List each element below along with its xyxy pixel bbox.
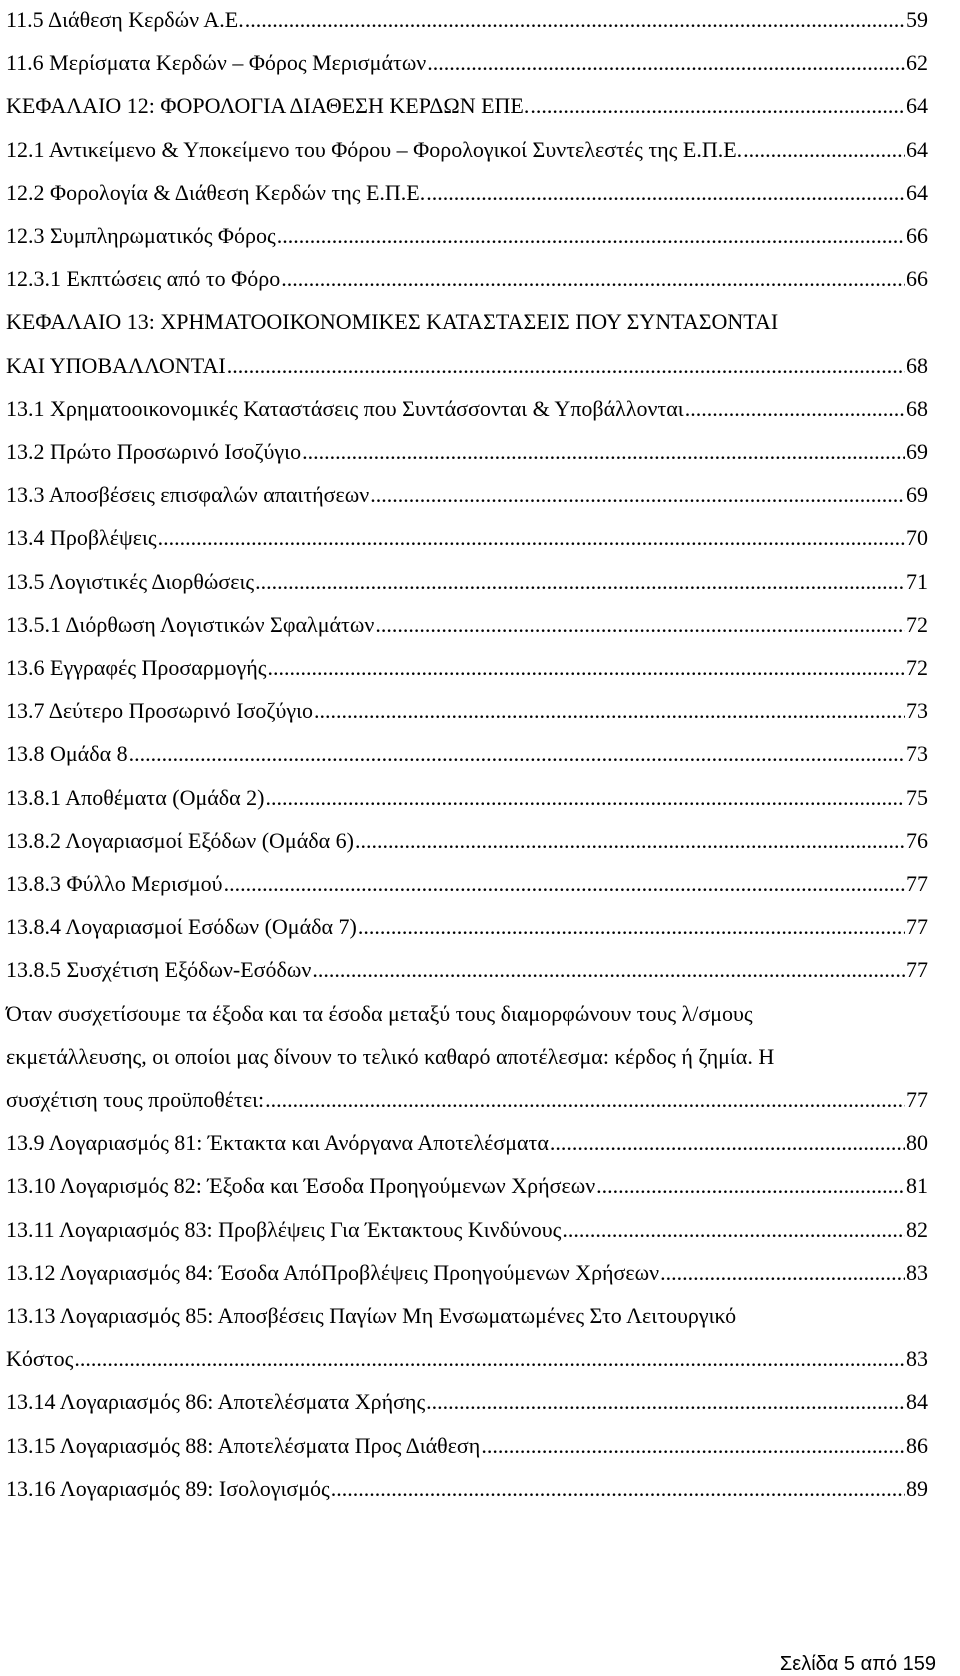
dot-leader bbox=[281, 255, 905, 303]
toc-page-number: 71 bbox=[906, 568, 928, 594]
toc-entry[interactable] bbox=[6, 0, 928, 44]
toc-entry[interactable] bbox=[6, 1422, 928, 1470]
toc-entry-title: 11.6 Μερίσματα Κερδών – Φόρος Μερισμάτων bbox=[6, 50, 427, 76]
dot-leader bbox=[550, 1119, 905, 1167]
toc-entry-title: 13.16 Λογαριασμός 89: Ισολογισμός bbox=[6, 1475, 330, 1501]
toc-entry-title: ΚΑΙ ΥΠΟΒΑΛΛΟΝΤΑΙ bbox=[6, 352, 226, 378]
toc-page-number: 69 bbox=[906, 439, 928, 464]
dot-leader bbox=[302, 428, 905, 476]
toc-entry-title: ΚΕΦΑΛΑΙΟ 12: ΦΟΡΟΛΟΓΙΑ ΔΙΑΘΕΣΗ ΚΕΡΔΩΝ ΕΠΕ. bbox=[6, 93, 530, 119]
toc-entry-title: 13.1 Χρηματοοικονομικές Καταστάσεις που Συντάσσονται & Υποβάλλονται bbox=[6, 395, 684, 421]
dot-leader bbox=[74, 1335, 905, 1383]
toc-entry-title: 13.5 Λογιστικές Διορθώσεις bbox=[6, 568, 255, 594]
dot-leader bbox=[426, 169, 905, 217]
toc-page-number: 82 bbox=[906, 1216, 928, 1242]
toc-entry[interactable] bbox=[6, 817, 928, 865]
toc-entry-title: εκμετάλλευσης, οι οποίοι μας δίνουν το τελικό καθαρό αποτέλεσμα: κέρδος ή ζημία. Η bbox=[6, 1043, 775, 1069]
toc-entry[interactable] bbox=[6, 730, 928, 778]
dot-leader bbox=[314, 687, 905, 735]
dot-leader bbox=[685, 385, 905, 433]
toc-page-number: 76 bbox=[906, 827, 928, 853]
toc-entry-title: 13.8.3 Φύλλο Μερισμού bbox=[6, 871, 223, 896]
toc-entry[interactable] bbox=[6, 1076, 928, 1124]
page-footer: Σελίδα 5 από 159 bbox=[779, 1653, 936, 1675]
toc-page-number: 68 bbox=[906, 352, 928, 378]
toc-entry[interactable] bbox=[6, 82, 928, 130]
toc-entry-title: 13.8.5 Συσχέτιση Εξόδων-Εσόδων bbox=[6, 957, 312, 983]
toc-page-number: 81 bbox=[906, 1173, 928, 1199]
toc-page-number: 83 bbox=[906, 1346, 928, 1372]
toc-entry-title: Όταν συσχετίσουμε τα έξοδα και τα έσοδα μεταξύ τους διαμορφώνουν τους λ/σμους bbox=[6, 1000, 753, 1026]
toc-entry-title: 13.8.2 Λογαριασμοί Εξόδων (Ομάδα 6) bbox=[6, 827, 354, 853]
dot-leader bbox=[596, 1162, 905, 1210]
toc-page-number: 62 bbox=[906, 50, 928, 76]
toc-page-number: 77 bbox=[906, 957, 928, 983]
toc-entry-title: 13.15 Λογαριασμός 88: Αποτελέσματα Προς Διάθεση bbox=[6, 1432, 481, 1458]
toc-entry[interactable] bbox=[6, 558, 928, 606]
toc-entry[interactable] bbox=[6, 385, 928, 433]
toc-page-number: 77 bbox=[906, 871, 928, 896]
toc-entry[interactable] bbox=[6, 212, 928, 260]
toc-entry[interactable] bbox=[6, 1465, 928, 1513]
dot-leader bbox=[743, 126, 905, 174]
toc-entry-title: ΚΕΦΑΛΑΙΟ 13: ΧΡΗΜΑΤΟΟΙΚΟΝΟΜΙΚΕΣ ΚΑΤΑΣΤΑΣΕΙΣ ΠΟΥ ΣΥΝΤΑΣΟΝΤΑΙ bbox=[6, 309, 779, 335]
toc-entry-title: 13.11 Λογαριασμός 83: Προβλέψεις Για Έκτακτους Κινδύνους bbox=[6, 1216, 562, 1242]
toc-entry[interactable] bbox=[6, 1119, 928, 1167]
toc-page-number: 77 bbox=[906, 1087, 928, 1112]
toc-entry-title: 13.6 Εγγραφές Προσαρμογής bbox=[6, 655, 267, 680]
toc-entry[interactable] bbox=[6, 903, 928, 951]
toc-entry-title: 13.5.1 Διόρθωση Λογιστικών Σφαλμάτων bbox=[6, 611, 375, 637]
toc-page-number: 59 bbox=[906, 7, 928, 32]
toc-entry[interactable] bbox=[6, 946, 928, 994]
toc-entry-title: 13.3 Αποσβέσεις επισφαλών απαιτήσεων bbox=[6, 482, 370, 508]
toc-entry[interactable] bbox=[6, 644, 928, 692]
dot-leader bbox=[277, 212, 905, 260]
toc-entry[interactable] bbox=[6, 1162, 928, 1210]
toc-entry[interactable] bbox=[6, 514, 928, 562]
toc-page-number: 72 bbox=[906, 655, 928, 680]
toc-entry[interactable] bbox=[6, 1249, 928, 1297]
dot-leader bbox=[370, 471, 905, 519]
toc-entry-title: 12.3.1 Εκπτώσεις από το Φόρο bbox=[6, 266, 281, 292]
toc-entry[interactable] bbox=[6, 255, 928, 303]
toc-page-number: 72 bbox=[906, 611, 928, 637]
toc-entry-continuation[interactable] bbox=[6, 1292, 928, 1340]
toc-entry-title: 13.14 Λογαριασμός 86: Αποτελέσματα Χρήσης bbox=[6, 1389, 426, 1415]
toc-entry-title: 13.13 Λογαριασμός 85: Αποσβέσεις Παγίων Μη Ενσωματωμένες Στο Λειτουργικό bbox=[6, 1303, 737, 1328]
dot-leader bbox=[426, 1378, 905, 1426]
toc-entry[interactable] bbox=[6, 1335, 928, 1383]
toc-entry[interactable] bbox=[6, 1206, 928, 1254]
toc-entry-title: 12.2 Φορολογία & Διάθεση Κερδών της Ε.Π.Ε. bbox=[6, 179, 426, 205]
toc-entry-title: 13.7 Δεύτερο Προσωρινό Ισοζύγιο bbox=[6, 698, 314, 724]
toc-page-number: 84 bbox=[906, 1389, 928, 1415]
toc-page-number: 83 bbox=[906, 1259, 928, 1285]
toc-entry[interactable] bbox=[6, 39, 928, 87]
toc-page-number: 73 bbox=[906, 741, 928, 767]
toc-page-number: 75 bbox=[906, 784, 928, 810]
dot-leader bbox=[358, 903, 905, 951]
toc-entry-title: 13.2 Πρώτο Προσωρινό Ισοζύγιο bbox=[6, 439, 302, 464]
toc-entry-title: 13.9 Λογαριασμός 81: Έκτακτα και Ανόργανα Αποτελέσματα bbox=[6, 1130, 549, 1156]
toc-entry-continuation[interactable] bbox=[6, 990, 928, 1038]
toc-entry[interactable] bbox=[6, 471, 928, 519]
toc-entry-title: 13.12 Λογαριασμός 84: Έσοδα ΑπόΠροβλέψεις Προηγούμενων Χρήσεων bbox=[6, 1259, 660, 1285]
dot-leader bbox=[129, 730, 905, 778]
toc-page-number: 64 bbox=[906, 179, 928, 205]
toc-page-number: 80 bbox=[906, 1130, 928, 1156]
dot-leader bbox=[224, 860, 905, 908]
dot-leader bbox=[266, 774, 906, 822]
toc-entry[interactable] bbox=[6, 342, 928, 390]
dot-leader bbox=[375, 601, 905, 649]
toc-entry-title: 13.10 Λογαρισμός 82: Έξοδα και Έσοδα Προηγούμενων Χρήσεων bbox=[6, 1173, 596, 1199]
toc-entry[interactable] bbox=[6, 601, 928, 649]
toc-entry[interactable] bbox=[6, 126, 928, 174]
toc-entry-title: 13.8.4 Λογαριασμοί Εσόδων (Ομάδα 7) bbox=[6, 914, 357, 940]
toc-entry[interactable] bbox=[6, 428, 928, 476]
dot-leader bbox=[481, 1422, 905, 1470]
dot-leader bbox=[245, 0, 905, 44]
toc-entry[interactable] bbox=[6, 1378, 928, 1426]
dot-leader bbox=[158, 514, 905, 562]
toc-entry[interactable] bbox=[6, 860, 928, 908]
toc-entry-title: 13.8.1 Αποθέματα (Ομάδα 2) bbox=[6, 784, 265, 810]
toc-page-number: 89 bbox=[906, 1475, 928, 1501]
toc-entry-continuation[interactable] bbox=[6, 1033, 928, 1081]
toc-entry-title: Κόστος bbox=[6, 1346, 74, 1372]
dot-leader bbox=[312, 946, 905, 994]
dot-leader bbox=[268, 644, 906, 692]
toc-page-number: 69 bbox=[906, 482, 928, 508]
toc-entry-title: συσχέτιση τους προϋποθέτει: bbox=[6, 1087, 265, 1112]
toc-entry[interactable] bbox=[6, 774, 928, 822]
dot-leader bbox=[265, 1076, 905, 1124]
dot-leader bbox=[427, 39, 905, 87]
dot-leader bbox=[530, 82, 905, 130]
toc-entry-title: 12.3 Συμπληρωματικός Φόρος bbox=[6, 223, 276, 248]
toc-entry-title: 11.5 Διάθεση Κερδών Α.Ε. bbox=[6, 7, 244, 32]
dot-leader bbox=[355, 817, 905, 865]
toc-entry[interactable] bbox=[6, 687, 928, 735]
dot-leader bbox=[660, 1249, 905, 1297]
toc-entry-title: 13.4 Προβλέψεις bbox=[6, 525, 157, 551]
toc-page-number: 73 bbox=[906, 698, 928, 724]
toc-page-number: 66 bbox=[906, 223, 928, 248]
toc-entry-title: 13.8 Ομάδα 8 bbox=[6, 741, 128, 767]
toc-page-number: 66 bbox=[906, 266, 928, 292]
dot-leader bbox=[255, 558, 905, 606]
toc-entry-continuation[interactable] bbox=[6, 298, 928, 346]
dot-leader bbox=[562, 1206, 905, 1254]
dot-leader bbox=[227, 342, 905, 390]
toc-entry-title: 12.1 Αντικείμενο & Υποκείμενο του Φόρου – Φορολογικοί Συντελεστές της Ε.Π.Ε. bbox=[6, 136, 743, 162]
toc-page-number: 64 bbox=[906, 93, 928, 119]
toc-page-number: 68 bbox=[906, 395, 928, 421]
toc-page-number: 64 bbox=[906, 136, 928, 162]
toc-page-number: 70 bbox=[906, 525, 928, 551]
toc-entry[interactable] bbox=[6, 169, 928, 217]
toc-page-number: 86 bbox=[906, 1432, 928, 1458]
toc-page-number: 77 bbox=[906, 914, 928, 940]
dot-leader bbox=[331, 1465, 905, 1513]
